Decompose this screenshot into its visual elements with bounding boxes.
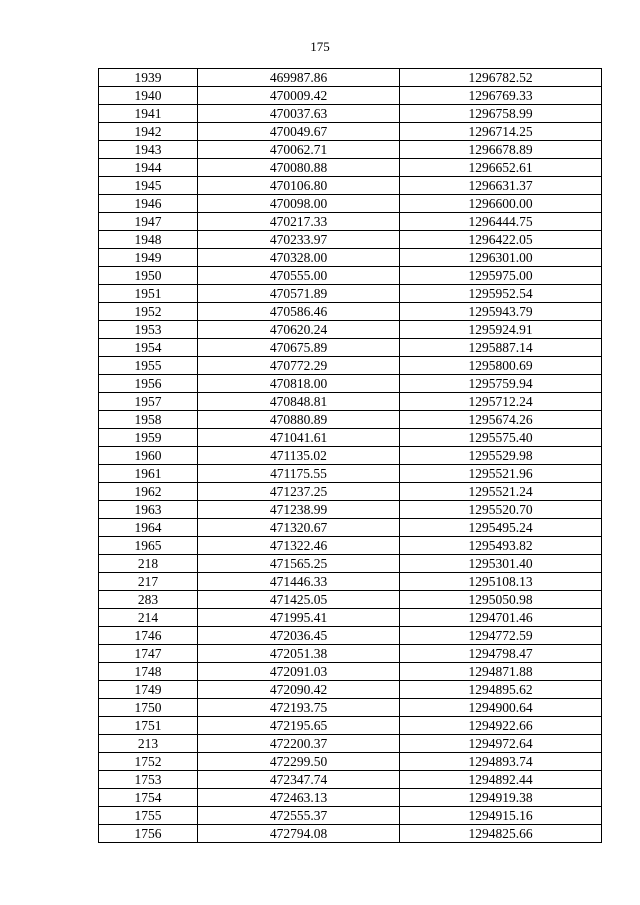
point-number-cell: 1958 <box>99 411 198 429</box>
point-number-cell: 1951 <box>99 285 198 303</box>
y-coordinate-cell: 1295521.24 <box>400 483 602 501</box>
y-coordinate-cell: 1296301.00 <box>400 249 602 267</box>
x-coordinate-cell: 470062.71 <box>198 141 400 159</box>
y-coordinate-cell: 1294900.64 <box>400 699 602 717</box>
table-row <box>99 159 602 177</box>
x-coordinate-cell: 470098.00 <box>198 195 400 213</box>
y-coordinate-cell: 1295712.24 <box>400 393 602 411</box>
table-row <box>99 393 602 411</box>
point-number-cell: 1955 <box>99 357 198 375</box>
table-row <box>99 591 602 609</box>
point-number-cell: 1952 <box>99 303 198 321</box>
point-number-cell: 1749 <box>99 681 198 699</box>
y-coordinate-cell: 1296769.33 <box>400 87 602 105</box>
x-coordinate-cell: 471322.46 <box>198 537 400 555</box>
point-number-cell: 1751 <box>99 717 198 735</box>
point-number-cell: 1948 <box>99 231 198 249</box>
table-row <box>99 249 602 267</box>
x-coordinate-cell: 470571.89 <box>198 285 400 303</box>
y-coordinate-cell: 1295108.13 <box>400 573 602 591</box>
y-coordinate-cell: 1295674.26 <box>400 411 602 429</box>
x-coordinate-cell: 471565.25 <box>198 555 400 573</box>
x-coordinate-cell: 472193.75 <box>198 699 400 717</box>
y-coordinate-cell: 1295520.70 <box>400 501 602 519</box>
point-number-cell: 1957 <box>99 393 198 411</box>
x-coordinate-cell: 471995.41 <box>198 609 400 627</box>
x-coordinate-cell: 472299.50 <box>198 753 400 771</box>
table-row <box>99 105 602 123</box>
table-row <box>99 807 602 825</box>
point-number-cell: 218 <box>99 555 198 573</box>
point-number-cell: 1950 <box>99 267 198 285</box>
point-number-cell: 1954 <box>99 339 198 357</box>
table-row <box>99 177 602 195</box>
x-coordinate-cell: 470217.33 <box>198 213 400 231</box>
y-coordinate-cell: 1296782.52 <box>400 69 602 87</box>
table-row <box>99 609 602 627</box>
x-coordinate-cell: 470080.88 <box>198 159 400 177</box>
table-row <box>99 141 602 159</box>
point-number-cell: 1750 <box>99 699 198 717</box>
table-row <box>99 789 602 807</box>
y-coordinate-cell: 1296600.00 <box>400 195 602 213</box>
point-number-cell: 1939 <box>99 69 198 87</box>
y-coordinate-cell: 1294895.62 <box>400 681 602 699</box>
point-number-cell: 1940 <box>99 87 198 105</box>
y-coordinate-cell: 1294798.47 <box>400 645 602 663</box>
y-coordinate-cell: 1294893.74 <box>400 753 602 771</box>
point-number-cell: 1959 <box>99 429 198 447</box>
table-row <box>99 195 602 213</box>
table-row <box>99 87 602 105</box>
x-coordinate-cell: 470675.89 <box>198 339 400 357</box>
x-coordinate-cell: 471237.25 <box>198 483 400 501</box>
table-row <box>99 753 602 771</box>
x-coordinate-cell: 471238.99 <box>198 501 400 519</box>
y-coordinate-cell: 1294772.59 <box>400 627 602 645</box>
point-number-cell: 1754 <box>99 789 198 807</box>
y-coordinate-cell: 1295495.24 <box>400 519 602 537</box>
table-row <box>99 303 602 321</box>
x-coordinate-cell: 471320.67 <box>198 519 400 537</box>
table-row <box>99 699 602 717</box>
x-coordinate-cell: 470037.63 <box>198 105 400 123</box>
y-coordinate-cell: 1295521.96 <box>400 465 602 483</box>
table-row <box>99 645 602 663</box>
x-coordinate-cell: 471135.02 <box>198 447 400 465</box>
y-coordinate-cell: 1296678.89 <box>400 141 602 159</box>
x-coordinate-cell: 472090.42 <box>198 681 400 699</box>
table-row <box>99 213 602 231</box>
page-number: 175 <box>310 39 330 54</box>
table-row <box>99 771 602 789</box>
point-number-cell: 1944 <box>99 159 198 177</box>
y-coordinate-cell: 1295943.79 <box>400 303 602 321</box>
point-number-cell: 1748 <box>99 663 198 681</box>
table-row <box>99 735 602 753</box>
table-row <box>99 285 602 303</box>
point-number-cell: 213 <box>99 735 198 753</box>
table-row <box>99 375 602 393</box>
x-coordinate-cell: 470009.42 <box>198 87 400 105</box>
y-coordinate-cell: 1294701.46 <box>400 609 602 627</box>
y-coordinate-cell: 1294871.88 <box>400 663 602 681</box>
x-coordinate-cell: 469987.86 <box>198 69 400 87</box>
table-row <box>99 825 602 843</box>
x-coordinate-cell: 472347.74 <box>198 771 400 789</box>
table-row <box>99 663 602 681</box>
x-coordinate-cell: 470555.00 <box>198 267 400 285</box>
y-coordinate-cell: 1295759.94 <box>400 375 602 393</box>
point-number-cell: 1746 <box>99 627 198 645</box>
point-number-cell: 217 <box>99 573 198 591</box>
table-row <box>99 555 602 573</box>
table-row <box>99 537 602 555</box>
y-coordinate-cell: 1294892.44 <box>400 771 602 789</box>
y-coordinate-cell: 1295887.14 <box>400 339 602 357</box>
coordinates-table-body <box>99 69 602 843</box>
x-coordinate-cell: 472195.65 <box>198 717 400 735</box>
table-row <box>99 483 602 501</box>
x-coordinate-cell: 472200.37 <box>198 735 400 753</box>
point-number-cell: 1960 <box>99 447 198 465</box>
x-coordinate-cell: 471446.33 <box>198 573 400 591</box>
point-number-cell: 1961 <box>99 465 198 483</box>
point-number-cell: 214 <box>99 609 198 627</box>
point-number-cell: 1752 <box>99 753 198 771</box>
y-coordinate-cell: 1296714.25 <box>400 123 602 141</box>
table-row <box>99 681 602 699</box>
table-row <box>99 339 602 357</box>
y-coordinate-cell: 1295050.98 <box>400 591 602 609</box>
table-row <box>99 519 602 537</box>
point-number-cell: 283 <box>99 591 198 609</box>
x-coordinate-cell: 471041.61 <box>198 429 400 447</box>
y-coordinate-cell: 1295301.40 <box>400 555 602 573</box>
point-number-cell: 1753 <box>99 771 198 789</box>
x-coordinate-cell: 471425.05 <box>198 591 400 609</box>
point-number-cell: 1965 <box>99 537 198 555</box>
coordinates-table <box>98 68 602 843</box>
x-coordinate-cell: 472051.38 <box>198 645 400 663</box>
x-coordinate-cell: 470586.46 <box>198 303 400 321</box>
x-coordinate-cell: 471175.55 <box>198 465 400 483</box>
y-coordinate-cell: 1296444.75 <box>400 213 602 231</box>
y-coordinate-cell: 1295493.82 <box>400 537 602 555</box>
table-row <box>99 69 602 87</box>
y-coordinate-cell: 1296631.37 <box>400 177 602 195</box>
table-row <box>99 501 602 519</box>
table-row <box>99 123 602 141</box>
x-coordinate-cell: 470233.97 <box>198 231 400 249</box>
table-row <box>99 627 602 645</box>
y-coordinate-cell: 1294915.16 <box>400 807 602 825</box>
x-coordinate-cell: 470049.67 <box>198 123 400 141</box>
x-coordinate-cell: 470106.80 <box>198 177 400 195</box>
table-row <box>99 321 602 339</box>
table-row <box>99 465 602 483</box>
point-number-cell: 1962 <box>99 483 198 501</box>
point-number-cell: 1947 <box>99 213 198 231</box>
table-row <box>99 447 602 465</box>
table-row <box>99 267 602 285</box>
y-coordinate-cell: 1295924.91 <box>400 321 602 339</box>
point-number-cell: 1963 <box>99 501 198 519</box>
point-number-cell: 1756 <box>99 825 198 843</box>
y-coordinate-cell: 1296652.61 <box>400 159 602 177</box>
point-number-cell: 1949 <box>99 249 198 267</box>
point-number-cell: 1943 <box>99 141 198 159</box>
x-coordinate-cell: 470328.00 <box>198 249 400 267</box>
point-number-cell: 1953 <box>99 321 198 339</box>
y-coordinate-cell: 1295952.54 <box>400 285 602 303</box>
point-number-cell: 1941 <box>99 105 198 123</box>
x-coordinate-cell: 470848.81 <box>198 393 400 411</box>
y-coordinate-cell: 1295975.00 <box>400 267 602 285</box>
point-number-cell: 1945 <box>99 177 198 195</box>
table-row <box>99 429 602 447</box>
x-coordinate-cell: 470620.24 <box>198 321 400 339</box>
point-number-cell: 1747 <box>99 645 198 663</box>
x-coordinate-cell: 470880.89 <box>198 411 400 429</box>
x-coordinate-cell: 472794.08 <box>198 825 400 843</box>
y-coordinate-cell: 1294825.66 <box>400 825 602 843</box>
y-coordinate-cell: 1296758.99 <box>400 105 602 123</box>
point-number-cell: 1755 <box>99 807 198 825</box>
x-coordinate-cell: 470818.00 <box>198 375 400 393</box>
table-row <box>99 573 602 591</box>
x-coordinate-cell: 472463.13 <box>198 789 400 807</box>
x-coordinate-cell: 472036.45 <box>198 627 400 645</box>
table-row <box>99 717 602 735</box>
y-coordinate-cell: 1296422.05 <box>400 231 602 249</box>
y-coordinate-cell: 1295529.98 <box>400 447 602 465</box>
table-row <box>99 357 602 375</box>
table-row <box>99 411 602 429</box>
y-coordinate-cell: 1295800.69 <box>400 357 602 375</box>
y-coordinate-cell: 1294922.66 <box>400 717 602 735</box>
x-coordinate-cell: 470772.29 <box>198 357 400 375</box>
y-coordinate-cell: 1295575.40 <box>400 429 602 447</box>
y-coordinate-cell: 1294972.64 <box>400 735 602 753</box>
y-coordinate-cell: 1294919.38 <box>400 789 602 807</box>
table-row <box>99 231 602 249</box>
point-number-cell: 1956 <box>99 375 198 393</box>
x-coordinate-cell: 472555.37 <box>198 807 400 825</box>
point-number-cell: 1942 <box>99 123 198 141</box>
point-number-cell: 1964 <box>99 519 198 537</box>
x-coordinate-cell: 472091.03 <box>198 663 400 681</box>
point-number-cell: 1946 <box>99 195 198 213</box>
